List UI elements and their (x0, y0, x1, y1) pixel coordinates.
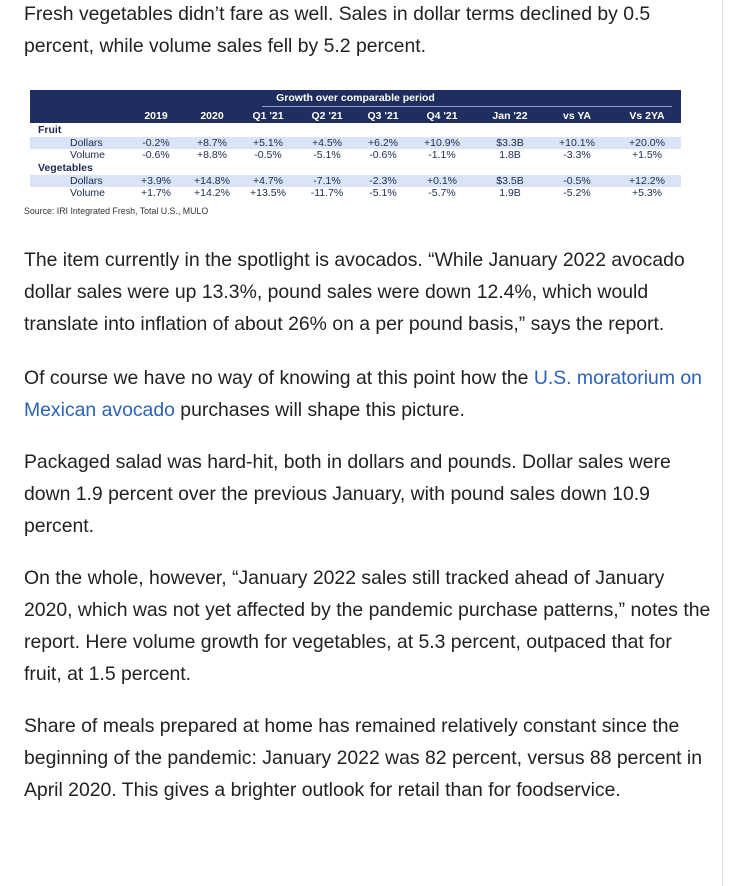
table-cell: -7.1% (313, 175, 341, 187)
moratorium-text-before: Of course we have no way of knowing at this point how the (24, 367, 534, 389)
table-cell: 1.8B (499, 149, 521, 161)
table-cell: +13.5% (250, 187, 286, 199)
group-label-fruit: Fruit (38, 124, 62, 136)
table-cell: +3.9% (140, 175, 172, 187)
col-header: Q2 '21 (311, 110, 343, 122)
table-cell: +10.1% (559, 137, 595, 149)
col-header: Q4 '21 (426, 110, 458, 122)
table-cell: -5.1% (369, 187, 397, 199)
group-label-vegetables: Vegetables (38, 162, 93, 174)
table-cell: +10.9% (424, 137, 460, 149)
table-cell: -0.2% (142, 137, 170, 149)
table-cell: -0.6% (142, 149, 170, 161)
table-cell: +12.2% (629, 175, 665, 187)
table-cell: +5.1% (252, 137, 284, 149)
col-header: 2019 (144, 110, 168, 122)
table-cell: -5.2% (563, 187, 591, 199)
intro-paragraph: Fresh vegetables didn’t fare as well. Sales in dollar terms declined by 0.5 percent, while volume sales fell by 5.2 percent. (24, 3, 651, 57)
article-body (24, 0, 714, 62)
table-cell: +4.7% (252, 175, 284, 187)
meals-paragraph: Share of meals prepared at home has remained relatively constant since the beginning of the pandemic: January 2022 was 82 percent, versus 88 percent in April 2020. This gives a brighter outlook for retail than for foodservice. (24, 715, 703, 801)
table-cell: +20.0% (629, 137, 665, 149)
table-cell: +14.2% (194, 187, 230, 199)
table-cell: -0.5% (563, 175, 591, 187)
salad-paragraph: Packaged salad was hard-hit, both in dollars and pounds. Dollar sales were down 1.9 percent over the previous January, with pound sales down 10.9 percent. (24, 451, 671, 537)
table-cell: -0.6% (369, 149, 397, 161)
moratorium-link[interactable]: U.S. moratorium on Mexican avocado (24, 367, 702, 421)
table-cell: -5.1% (313, 149, 341, 161)
table-header (30, 90, 681, 123)
table-cell: +5.3% (631, 187, 663, 199)
page-divider (722, 0, 723, 886)
table-cell: -1.1% (428, 149, 456, 161)
header-underline (262, 106, 672, 107)
col-header: 2020 (200, 110, 224, 122)
table-cell: -0.5% (254, 149, 282, 161)
table-cell: +0.1% (426, 175, 458, 187)
table-cell: $3.3B (496, 137, 524, 149)
row-label: Volume (70, 149, 106, 161)
avocado-paragraph: The item currently in the spotlight is avocados. “While January 2022 avocado dollar sales were up 13.3%, pound sales were down 12.4%, which would translate into inflation of about 26% on a per pound basis,” says the report. (24, 249, 685, 335)
table-cell: +14.8% (194, 175, 230, 187)
growth-table (24, 90, 684, 220)
table-cell: +1.5% (631, 149, 663, 161)
col-header: Vs 2YA (629, 110, 665, 122)
table-group-header: Growth over comparable period (276, 92, 435, 104)
article-body-continued (24, 244, 714, 806)
row-label: Dollars (70, 175, 103, 187)
col-header: Q3 '21 (367, 110, 399, 122)
overall-paragraph: On the whole, however, “January 2022 sales still tracked ahead of January 2020, which was not yet affected by the pandemic purchase patterns,” notes the report. Here volume growth for vegetables, at 5.3 percent, outpaced that for fruit, at 1.5 percent. (24, 567, 711, 685)
row-label: Volume (70, 187, 106, 199)
table-cell: +8.8% (196, 149, 228, 161)
table-cell: -3.3% (563, 149, 591, 161)
table-cell: -2.3% (369, 175, 397, 187)
table-cell: 1.9B (499, 187, 521, 199)
col-header: vs YA (562, 110, 592, 122)
table-cell: +6.2% (367, 137, 399, 149)
row-label: Dollars (70, 137, 103, 149)
table-source: Source: IRI Integrated Fresh, Total U.S., MULO (24, 206, 209, 216)
table-cell: -11.7% (310, 187, 344, 199)
col-header: Q1 '21 (252, 110, 284, 122)
moratorium-paragraph (24, 362, 714, 426)
table-cell: +1.7% (140, 187, 172, 199)
moratorium-text-after: purchases will shape this picture. (174, 399, 465, 421)
col-header: Jan '22 (492, 110, 528, 122)
table-cell: +8.7% (196, 137, 228, 149)
table-cell: -5.7% (428, 187, 456, 199)
table-cell: $3.5B (496, 175, 524, 187)
table-cell: +4.5% (311, 137, 343, 149)
